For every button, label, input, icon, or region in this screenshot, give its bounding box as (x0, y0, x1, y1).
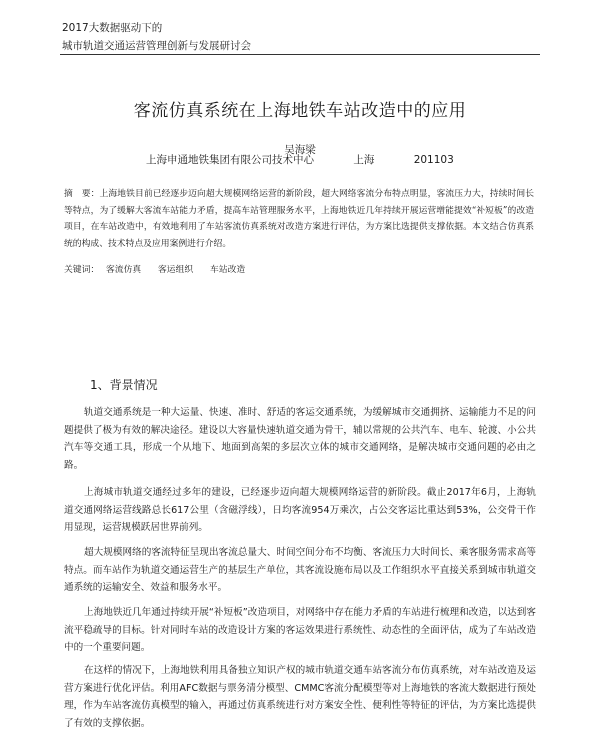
body-paragraph: 在这样的情况下，上海地铁利用具备独立知识产权的城市轨道交通车站客流分布仿真系统，对车站改造及运营方案进行优化评估。利用AFC数据与票务清分模型、CMMC客流分配模型等对上海地铁的客流大数据进行预处理，作为车站客流仿真模型的输入，再通过仿真系统进行对方案安全性、便利性等特征的评估，为方案比选提供了有效的支撑依据。 (64, 665, 536, 729)
keyword-item: 客运组织 (158, 265, 194, 275)
affiliation (146, 152, 454, 167)
affiliation-org: 上海申通地铁集团有限公司技术中心 (146, 154, 314, 166)
keyword-item: 车站改造 (210, 265, 246, 275)
running-header-line2: 城市轨道交通运营管理创新与发展研讨会 (62, 40, 251, 52)
affiliation-postcode: 201103 (413, 154, 454, 166)
body-paragraph: 上海地铁近几年通过持续开展“补短板”改造项目，对网络中存在能力矛盾的车站进行梳理和改造，以达到客流平稳疏导的目标。针对同时车站的改造设计方案的客运效果进行系统性、动态性的全面评估，成为了车站改造中的一个重要问题。 (64, 607, 536, 653)
author-name: 吴海梁 (284, 144, 316, 156)
paper-title: 客流仿真系统在上海地铁车站改造中的应用 (133, 101, 467, 121)
body-paragraph: 超大规模网络的客流特征呈现出客流总量大、时间空间分布不均衡、客流压力大时间长、乘客服务需求高等特点。而车站作为轨道交通运营生产的基层生产单位，其客流设施布局以及工作组织水平直接关系到城市轨道交通系统的运输安全、效益和服务水平。 (64, 547, 536, 593)
affiliation-city: 上海 (353, 154, 375, 166)
section-heading: 1、背景情况 (90, 378, 158, 392)
header-rule (60, 54, 540, 55)
running-header-line1: 2017大数据驱动下的 (62, 22, 163, 34)
body-paragraph: 轨道交通系统是一种大运量、快速、准时、舒适的客运交通系统，为缓解城市交通拥挤、运输能力不足的问题提供了极为有效的解决途径。建设以大容量快速轨道交通为骨干，辅以常规的公共汽车、电车、轮渡、小公共汽车等交通工具，形成一个从地下、地面到高架的多层次立体的城市交通网络，是解决城市交通问题的必由之路。 (64, 407, 536, 471)
keywords-label: 关键词： (64, 265, 100, 275)
keywords (64, 262, 259, 275)
body-paragraph: 上海城市轨道交通经过多年的建设，已经逐步迈向超大规模网络运营的新阶段。截止2017年6月，上海轨道交通网络运营线路总长617公里（含磁浮线），日均客流954万乘次，占公交客运比重达到53%，公交骨干作用显现，运营规模跃居世界前列。 (64, 487, 536, 533)
abstract: 摘 要：上海地铁目前已经逐步迈向超大规模网络运营的新阶段，超大网络客流分布特点明显，客流压力大，持续时间长等特点，为了缓解大客流车站能力矛盾，提高车站管理服务水平，上海地铁近几年持续开展运营增能提效“补短板”的改造项目，在车站改造中，有效地利用了车站客流仿真系统对改造方案进行评估，为方案比选提供支撑依据。本文结合仿真系统的构成、技术特点及应用案例进行介绍。 (64, 189, 534, 249)
keyword-item: 客流仿真 (106, 265, 142, 275)
